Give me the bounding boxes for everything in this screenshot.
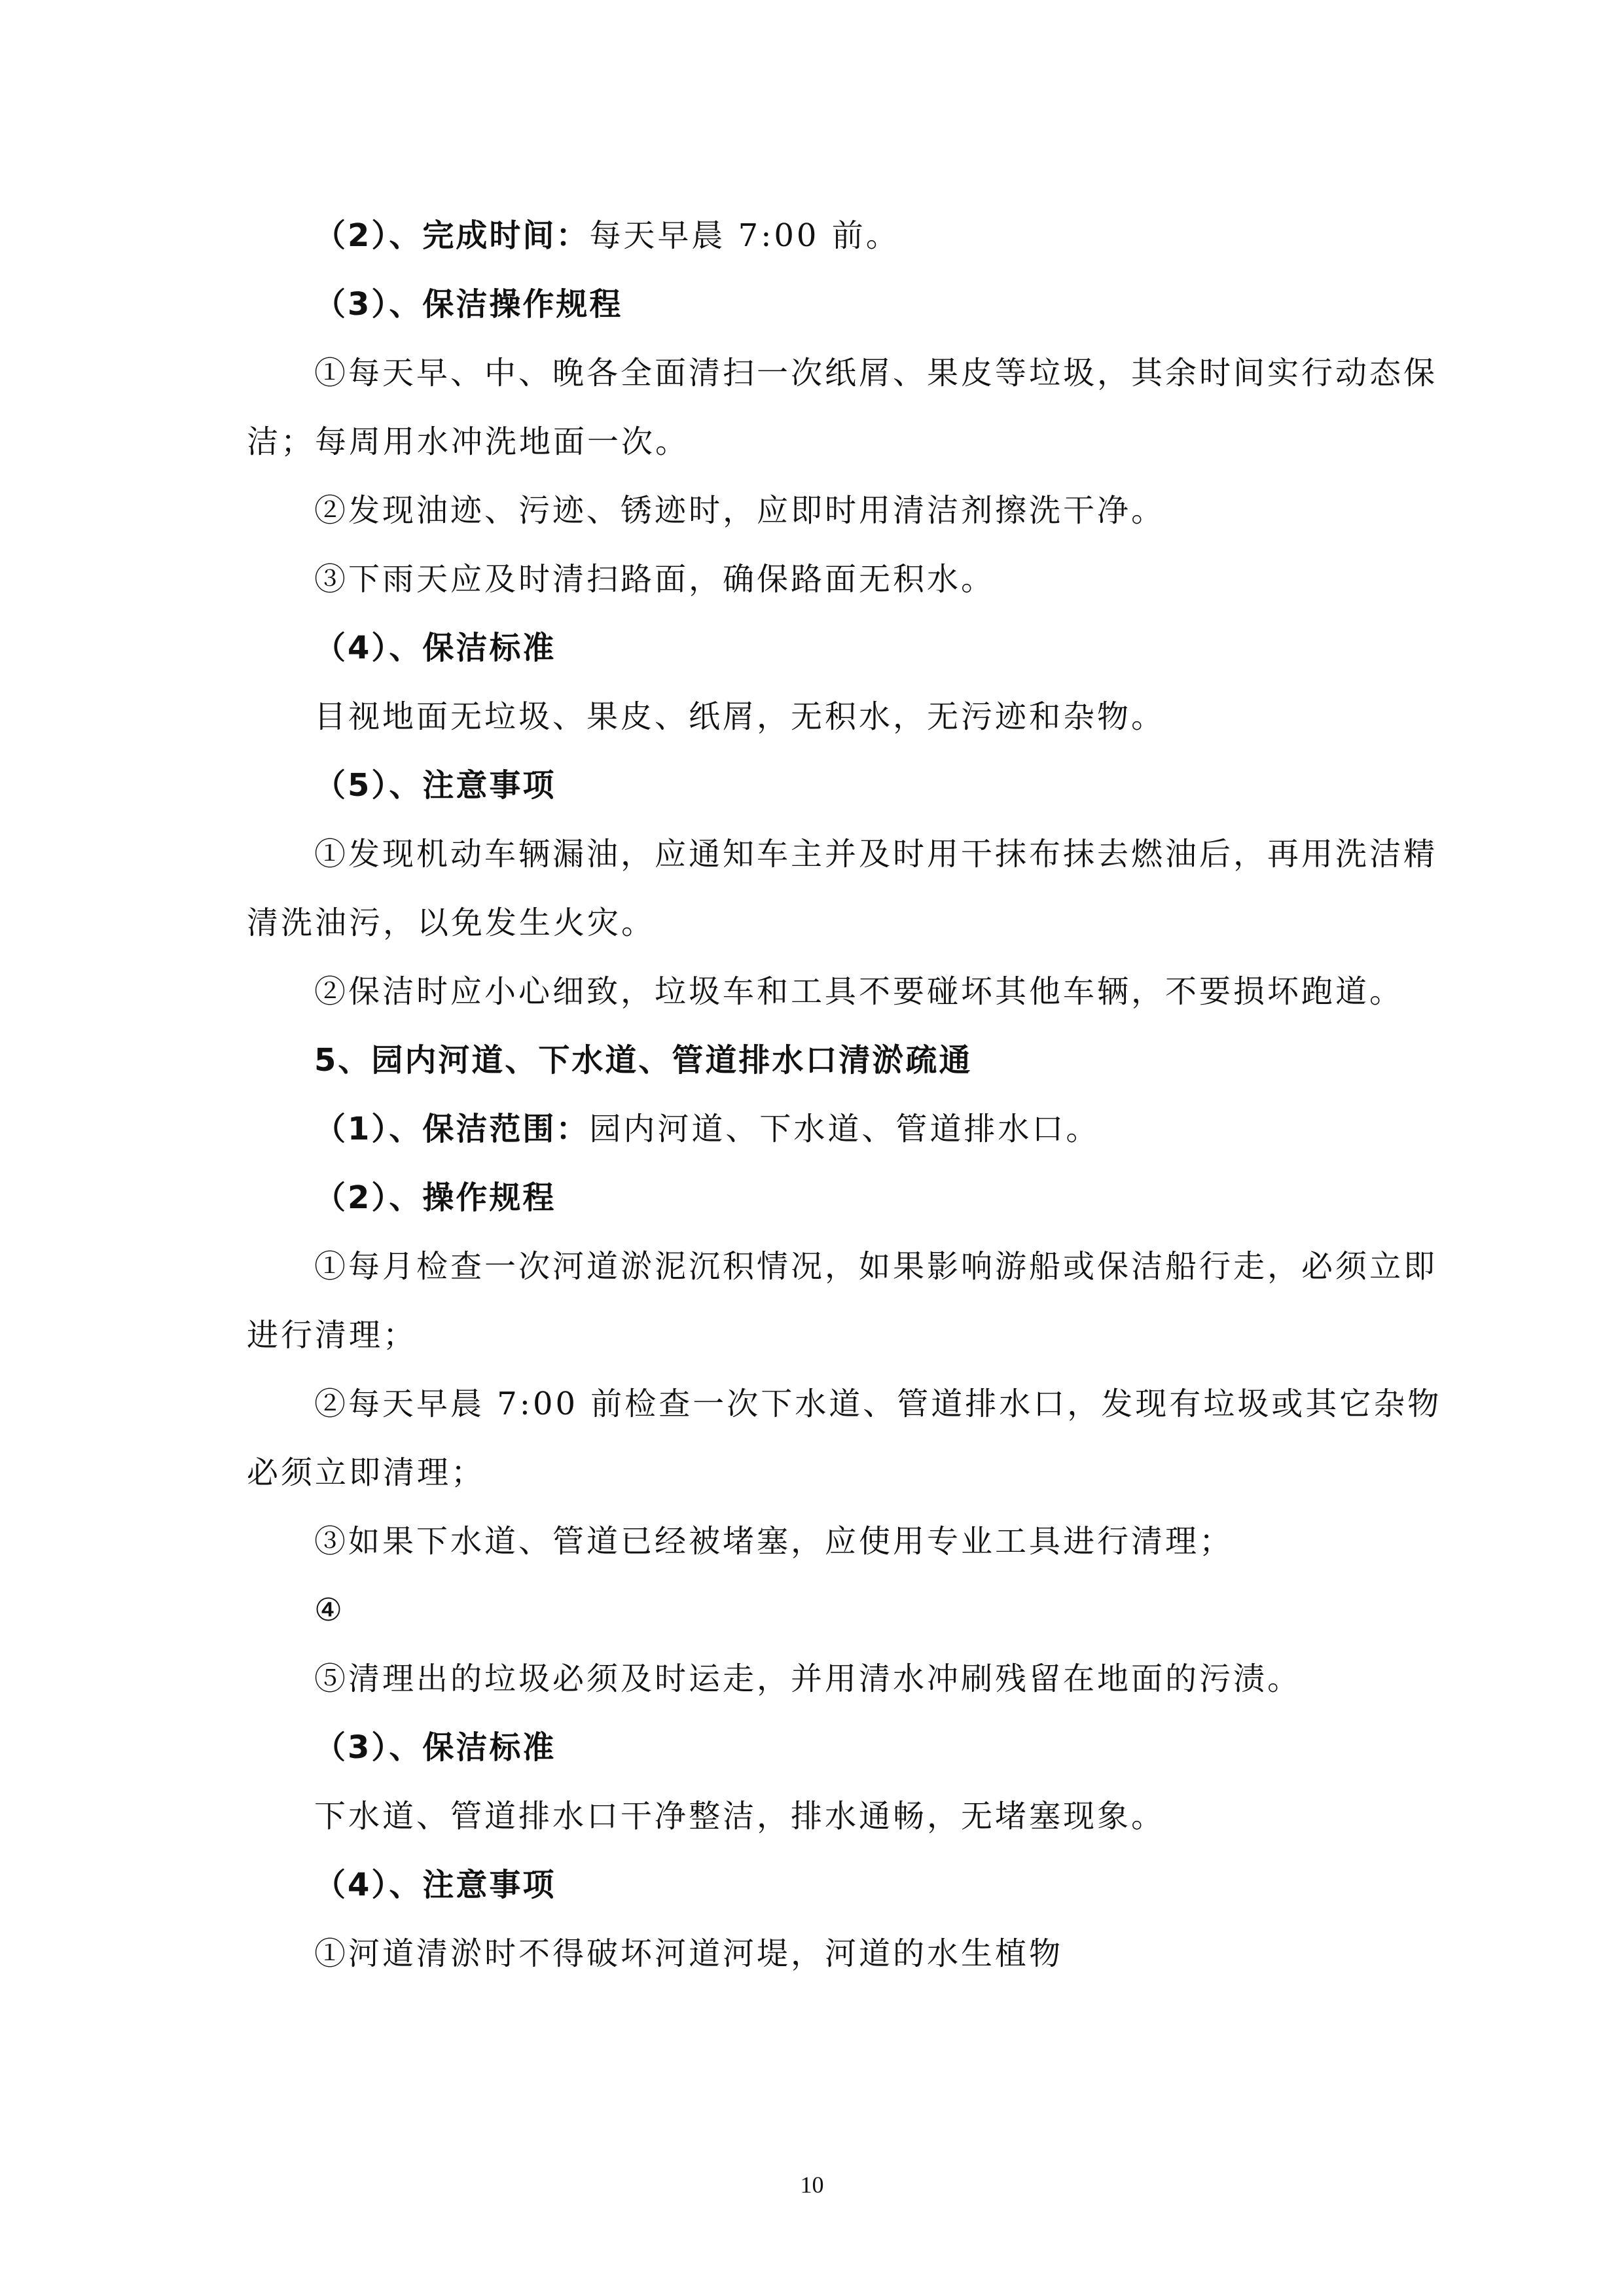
operation-item-3: ③如果下水道、管道已经被堵塞，应使用专业工具进行清理；	[314, 1523, 1234, 1560]
operation-item-2-line-2: 必须立即清理；	[247, 1454, 486, 1491]
completion-time-line	[314, 216, 1399, 255]
cleaning-scope-line	[314, 1109, 1399, 1149]
completion-time-label: （2）、完成时间：	[314, 217, 590, 254]
precaution-item-1-line-2: 清洗油污，以免发生火灾。	[247, 905, 656, 941]
cleaning-standard-text: 目视地面无垃圾、果皮、纸屑，无积水，无污迹和杂物。	[314, 698, 1166, 735]
precautions-heading: （5）、注意事项	[314, 767, 556, 804]
drainage-precautions-heading: （4）、注意事项	[314, 1867, 556, 1903]
cleaning-scope-label: （1）、保洁范围：	[314, 1111, 590, 1147]
cleaning-standard-heading: （4）、保洁标准	[314, 630, 556, 666]
operation-item-2-line-1: ②每天早晨 7:00 前检查一次下水道、管道排水口，发现有垃圾或其它杂物	[314, 1386, 1442, 1422]
drainage-standard-heading: （3）、保洁标准	[314, 1729, 556, 1766]
section-5-heading: 5、园内河道、下水道、管道排水口清淤疏通	[314, 1042, 973, 1079]
procedure-item-1-line-1: ①每天早、中、晚各全面清扫一次纸屑、果皮等垃圾，其余时间实行动态保	[314, 355, 1438, 391]
procedure-item-1-line-2: 洁；每周用水冲洗地面一次。	[247, 423, 690, 460]
operation-item-5: ⑤清理出的垃圾必须及时运走，并用清水冲刷残留在地面的污渍。	[314, 1660, 1302, 1697]
procedure-item-3: ③下雨天应及时清扫路面，确保路面无积水。	[314, 561, 996, 598]
drainage-standard-text: 下水道、管道排水口干净整洁，排水通畅，无堵塞现象。	[314, 1798, 1166, 1835]
procedure-item-2: ②发现油迹、污迹、锈迹时，应即时用清洁剂擦洗干净。	[314, 492, 1166, 529]
cleaning-procedure-heading: （3）、保洁操作规程	[314, 286, 623, 323]
cleaning-scope-text: 园内河道、下水道、管道排水口。	[589, 1111, 1100, 1147]
operation-item-1-line-1: ①每月检查一次河道淤泥沉积情况，如果影响游船或保洁船行走，必须立即	[314, 1248, 1438, 1285]
operation-item-4: ④	[314, 1592, 346, 1628]
precaution-item-2: ②保洁时应小心细致，垃圾车和工具不要碰坏其他车辆，不要损坏跑道。	[314, 973, 1404, 1010]
page-number: 10	[800, 2172, 824, 2198]
drainage-precaution-item-1: ①河道清淤时不得破坏河道河堤，河道的水生植物	[314, 1935, 1064, 1972]
precaution-item-1-line-1: ①发现机动车辆漏油，应通知车主并及时用干抹布抹去燃油后，再用洗洁精	[314, 836, 1438, 872]
operation-procedure-heading: （2）、操作规程	[314, 1179, 556, 1216]
completion-time-text: 每天早晨 7:00 前。	[589, 217, 900, 254]
operation-item-1-line-2: 进行清理；	[247, 1317, 418, 1354]
